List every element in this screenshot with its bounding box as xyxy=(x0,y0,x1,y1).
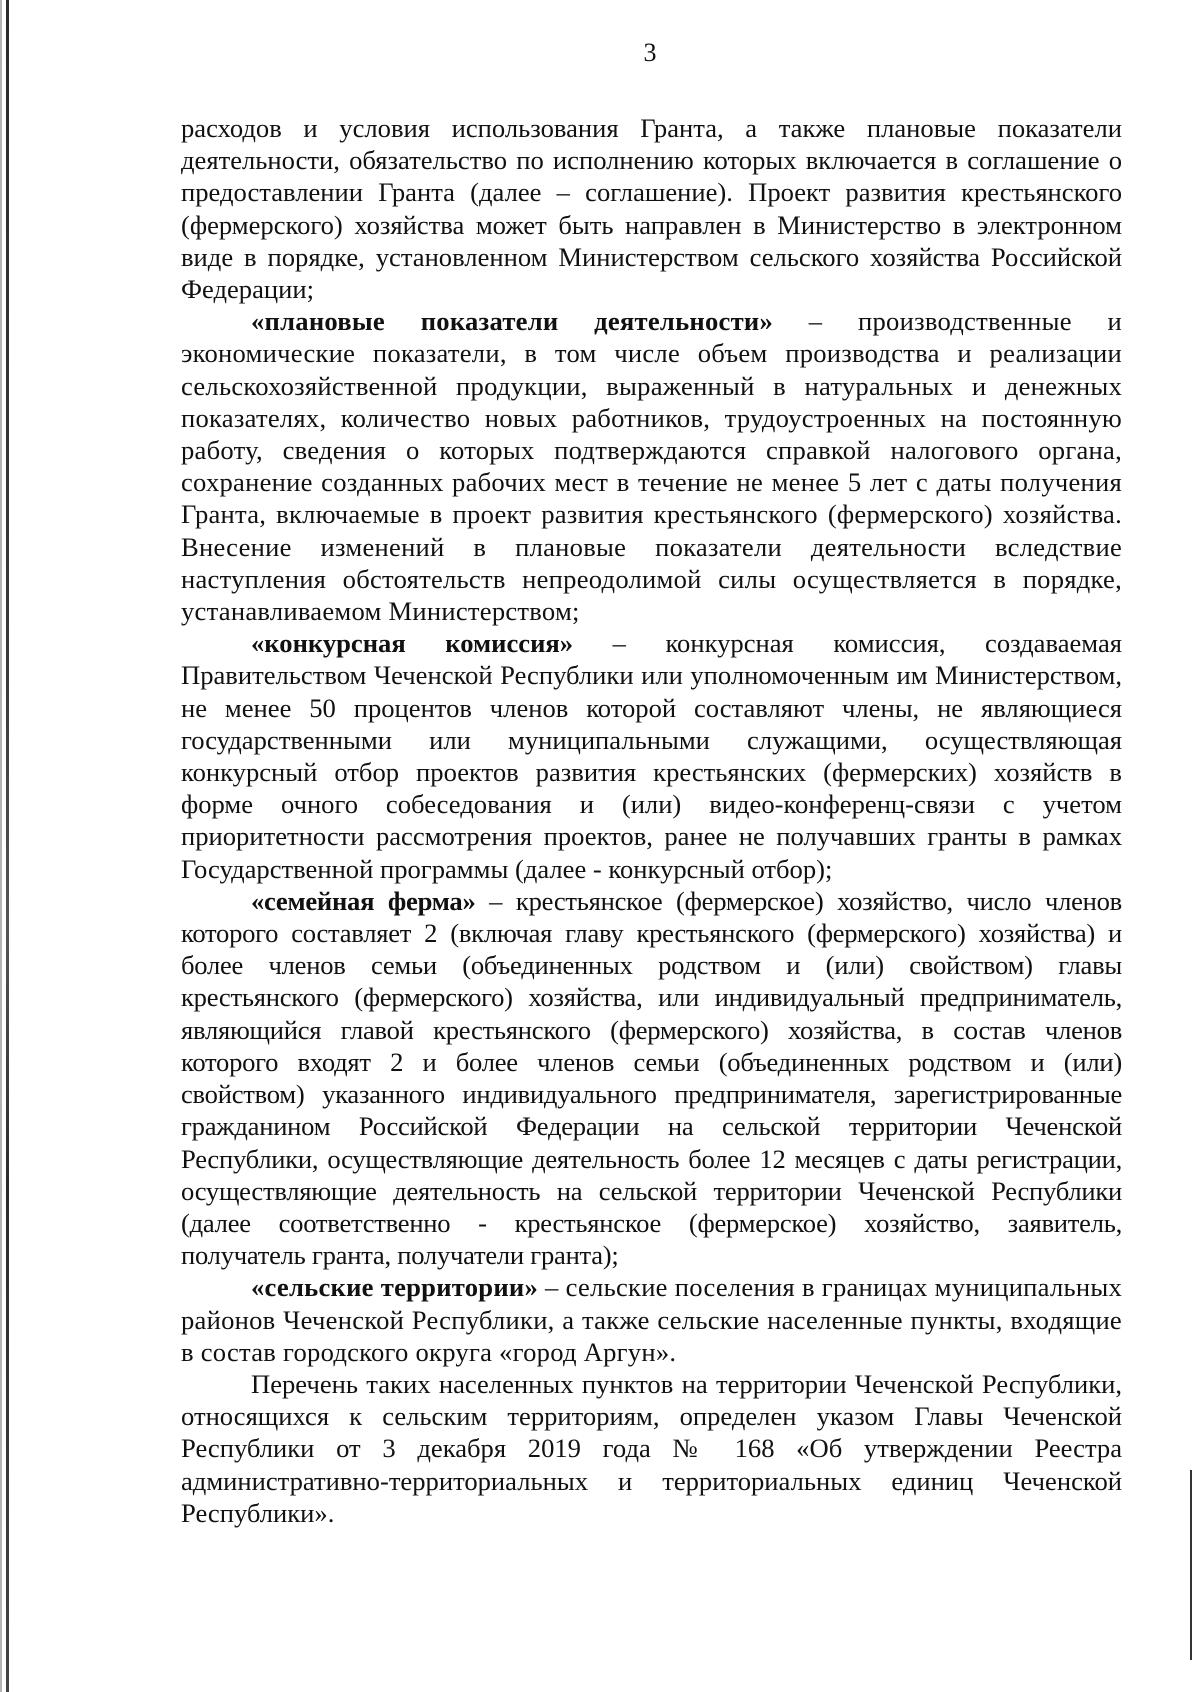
scan-edge-left xyxy=(6,0,9,1692)
document-body xyxy=(181,112,1122,1529)
definition-term: «сельские территории» xyxy=(251,1272,539,1303)
page-number: 3 xyxy=(643,38,657,67)
definition-planned-indicators xyxy=(181,305,1122,627)
definition-text: – конкурсная комиссия, создаваемая Правительством Чеченской Республики или уполномоченным им Министерством, не менее 50 процентов членов которой составляют члены, не являющиеся государственными или муниципальными служащими, осуществляющая конкурсный отбор проектов развития крестьянских (фермерских) хозяйств в форме очного собеседования и (или) видео-конференц-связи с учетом приоритетности рассмотрения проектов, ранее не получавших гранты в рамках Государственной программы (далее - конкурсный отбор); xyxy=(181,628,1122,884)
definition-text: – крестьянское (фермерское) хозяйство, число членов которого составляет 2 (включая главу крестьянского (фермерского) хозяйства) и более членов семьи (объединенных родством и (или) свойством) главы крестьянского (фермерского) хозяйства, или индивидуальный предприниматель, являющийся главой крестьянского (фермерского) хозяйства, в состав членов которого входят 2 и более членов семьи (объединенных родством и (или) свойством) указанного индивидуального предпринимателя, зарегистрированные гражданином Российской Федерации на сельской территории Чеченской Республики, осуществляющие деятельность более 12 месяцев с даты регистрации, осуществляющие деятельность на сельской территории Чеченской Республики (далее соответственно - крестьянское (фермерское) хозяйство, заявитель, получатель гранта, получатели гранта); xyxy=(181,885,1122,1271)
paragraph-settlements-list xyxy=(181,1368,1122,1529)
paragraph-continuation xyxy=(181,112,1122,305)
scan-edge-right xyxy=(1190,1470,1192,1660)
definition-family-farm xyxy=(181,885,1122,1271)
definition-term: «плановые показатели деятельности» xyxy=(251,306,774,337)
definition-text: – производственные и экономические показатели, в том числе объем производства и реализации сельскохозяйственной продукции, выраженный в натуральных и денежных показателях, количество новых работников, трудоустроенных на постоянную работу, сведения о которых подтверждаются справкой налогового органа, сохранение созданных рабочих мест в течение не менее 5 лет с даты получения Гранта, включаемые в проект развития крестьянского (фермерского) хозяйства. Внесение изменений в плановые показатели деятельности вследствие наступления обстоятельств непреодолимой силы осуществляется в порядке, устанавливаемом Министерством; xyxy=(181,306,1122,627)
definition-competition-commission xyxy=(181,627,1122,885)
scan-edge-shadow xyxy=(0,0,2,1692)
definition-term: «конкурсная комиссия» xyxy=(251,628,574,659)
paragraph-text: Перечень таких населенных пунктов на территории Чеченской Республики, относящихся к сельским территориям, определен указом Главы Чеченской Республики от 3 декабря 2019 года № 168 «Об утверждении Реестра административно-территориальных и территориальных единиц Чеченской Республики». xyxy=(181,1368,1122,1528)
paragraph-text: расходов и условия использования Гранта, а также плановые показатели деятельности, обязательство по исполнению которых включается в соглашение о предоставлении Гранта (далее – соглашение). Проект развития крестьянского (фермерского) хозяйства может быть направлен в Министерство в электронном виде в порядке, установленном Министерством сельского хозяйства Российской Федерации; xyxy=(181,113,1122,305)
definition-term: «семейная ферма» xyxy=(251,885,476,916)
definition-rural-territories xyxy=(181,1271,1122,1368)
definition-text: – сельские поселения в границах муниципальных районов Чеченской Республики, а также сельские населенные пункты, входящие в состав городского округа «город Аргун». xyxy=(181,1272,1122,1367)
